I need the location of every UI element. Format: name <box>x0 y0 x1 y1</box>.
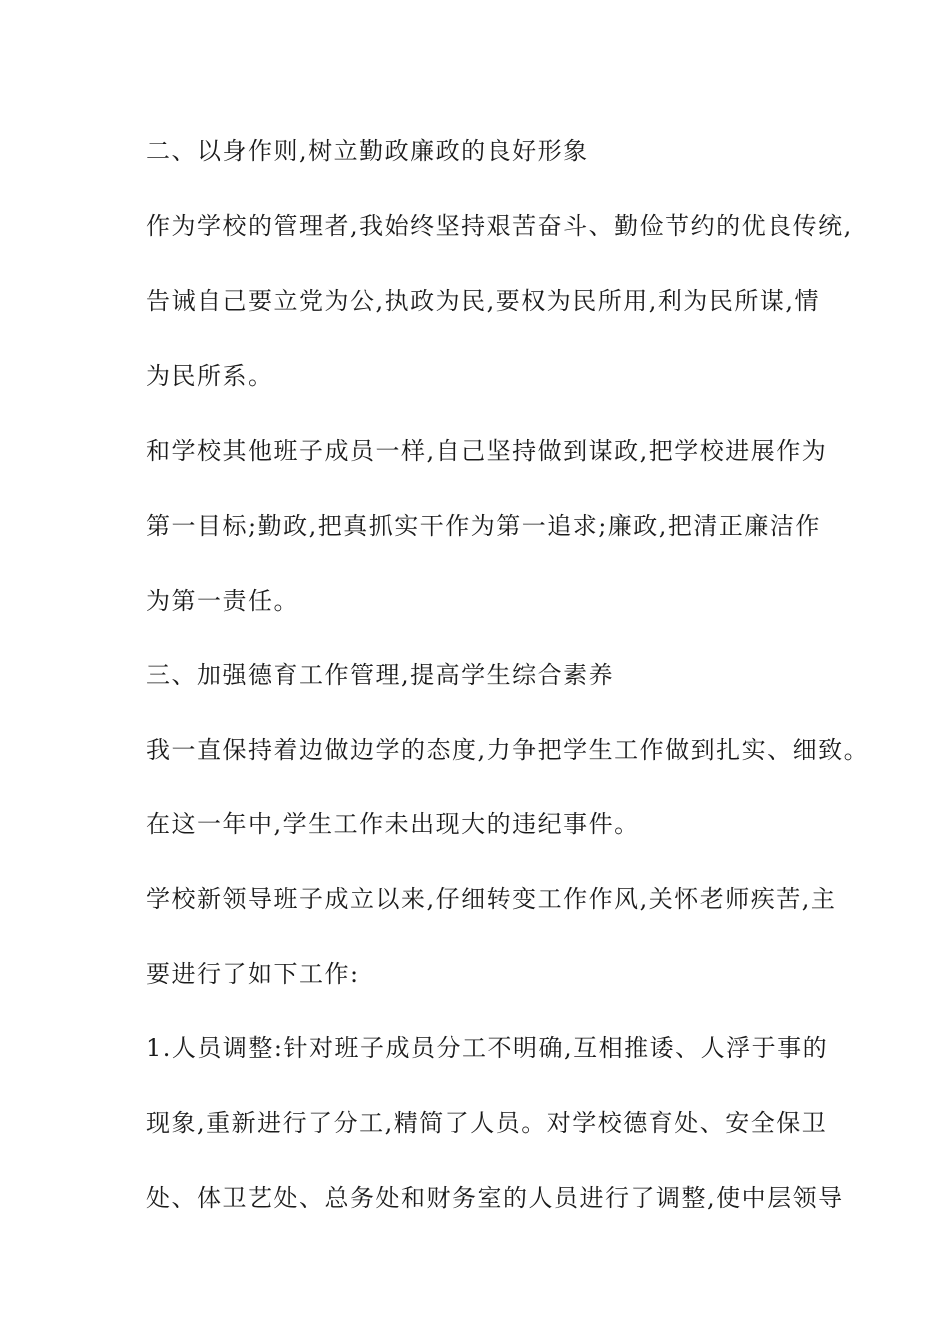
paragraph-line: 和学校其他班子成员一样,自己坚持做到谋政,把学校进展作为 <box>146 437 828 465</box>
list-item-1-line: 1.人员调整:针对班子成员分工不明确,互相推诿、人浮于事的 <box>146 1034 829 1062</box>
paragraph-line: 告诫自己要立党为公,执政为民,要权为民所用,利为民所谋,情 <box>146 287 821 315</box>
paragraph-line: 为民所系。 <box>146 362 274 390</box>
paragraph-line: 要进行了如下工作: <box>146 960 360 988</box>
section-heading-2: 二、以身作则,树立勤政廉政的良好形象 <box>146 137 589 165</box>
paragraph-line: 第一目标;勤政,把真抓实干作为第一追求;廉政,把清正廉洁作 <box>146 512 821 540</box>
paragraph-line: 为第一责任。 <box>146 587 299 615</box>
paragraph-line: 作为学校的管理者,我始终坚持艰苦奋斗、勤俭节约的优良传统, <box>146 212 853 240</box>
section-heading-3: 三、加强德育工作管理,提高学生综合素养 <box>146 661 615 689</box>
paragraph-line: 现象,重新进行了分工,精简了人员。对学校德育处、安全保卫 <box>146 1109 828 1137</box>
paragraph-line: 学校新领导班子成立以来,仔细转变工作作风,关怀老师疾苦,主 <box>146 885 837 913</box>
paragraph-line: 在这一年中,学生工作未出现大的违纪事件。 <box>146 810 640 838</box>
paragraph-line: 我一直保持着边做边学的态度,力争把学生工作做到扎实、细致。 <box>146 736 870 764</box>
paragraph-line: 处、体卫艺处、总务处和财务室的人员进行了调整,使中层领导 <box>146 1184 844 1212</box>
